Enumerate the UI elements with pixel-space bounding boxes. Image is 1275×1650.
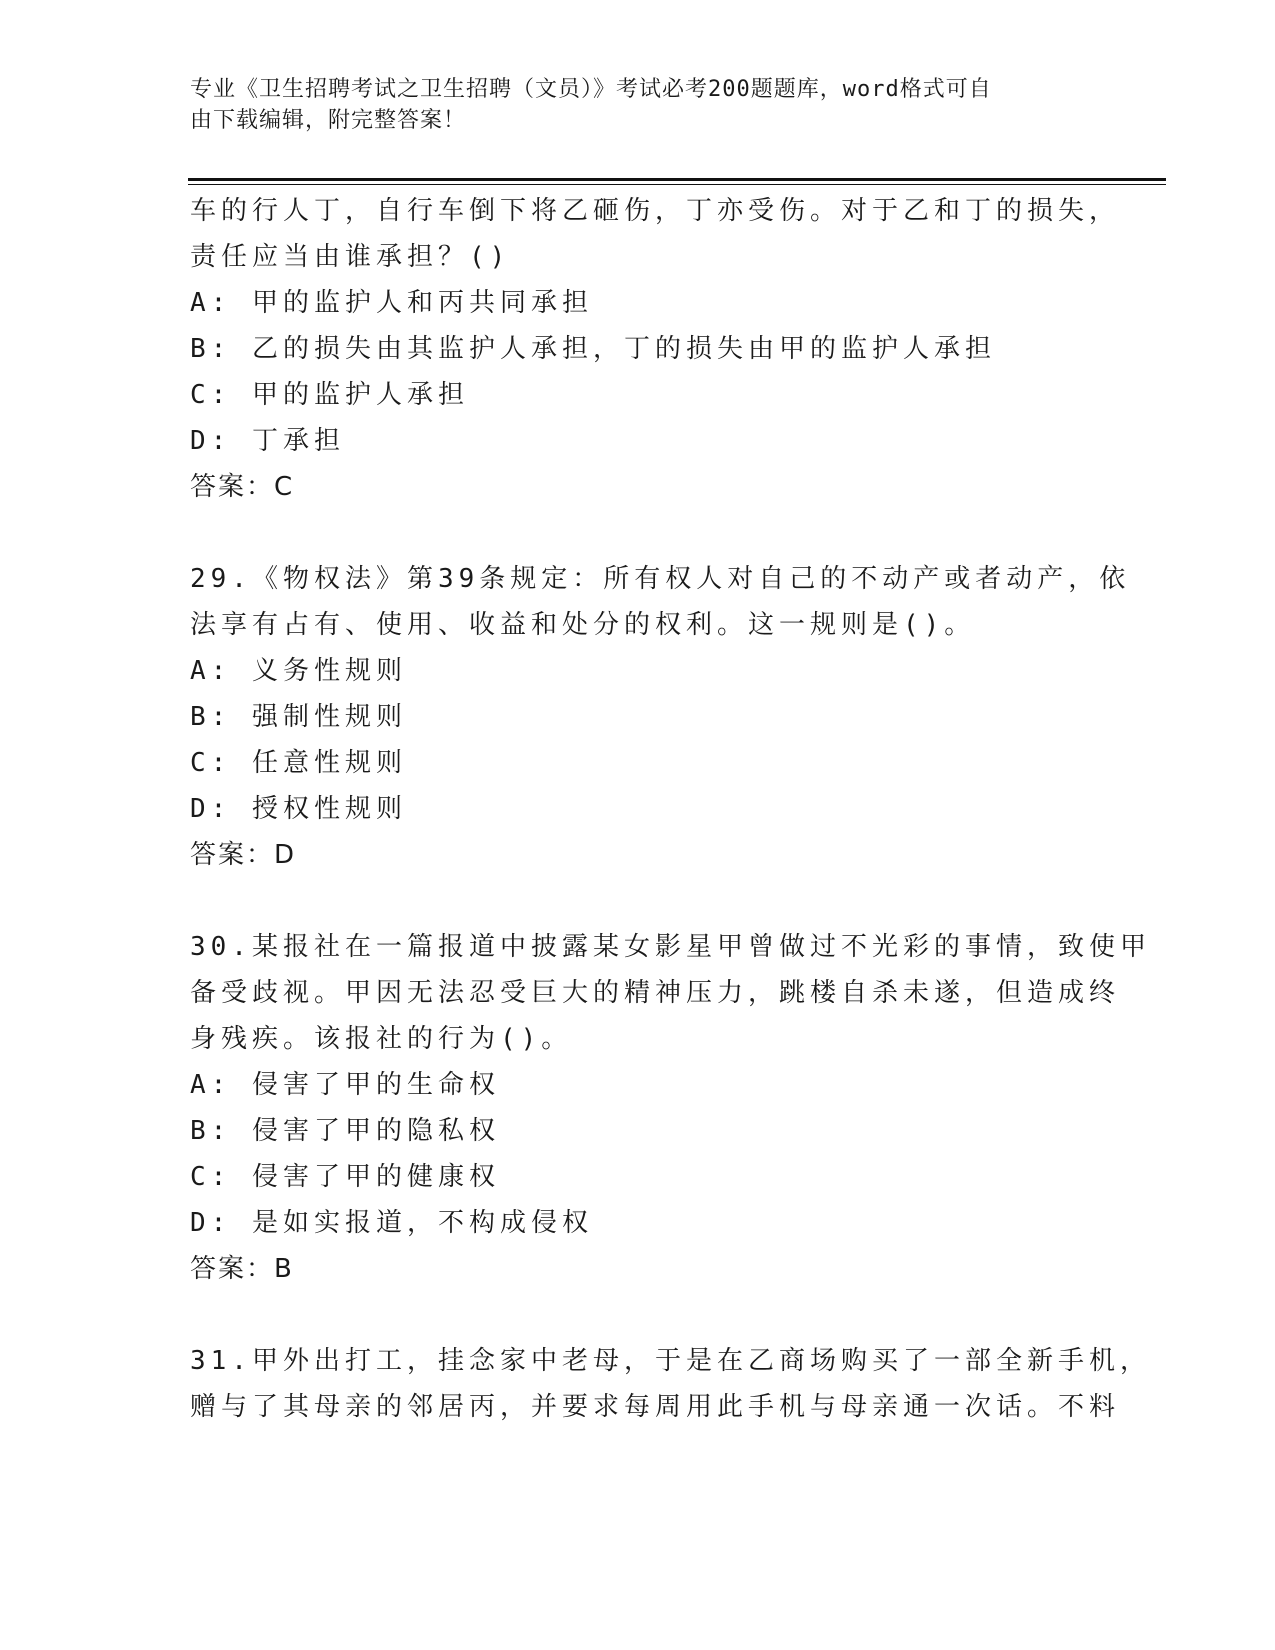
question-stem-line: 身残疾。该报社的行为()。 [190,1024,573,1054]
question-list [190,188,1151,1430]
question-stem-line: 30.某报社在一篇报道中披露某女影星甲曾做过不光彩的事情，致使甲 [190,932,1151,962]
question-stem-line: 赠与了其母亲的邻居丙，并要求每周用此手机与母亲通一次话。不料 [190,1392,1121,1422]
option-d: D: 是如实报道，不构成侵权 [190,1208,593,1238]
option-b: B: 乙的损失由其监护人承担，丁的损失由甲的监护人承担 [190,334,996,364]
option-a: A: 甲的监护人和丙共同承担 [190,288,593,318]
answer-line: 答案：B [190,1254,294,1284]
option-c: C: 甲的监护人承担 [190,380,469,410]
question-stem-line: 责任应当由谁承担？() [190,242,511,272]
header-title-line-1: 专业《卫生招聘考试之卫生招聘（文员）》考试必考200题题库，word格式可自 [190,77,992,102]
question-30 [190,924,1151,1292]
option-b: B: 强制性规则 [190,702,407,732]
question-stem-line: 31.甲外出打工，挂念家中老母，于是在乙商场购买了一部全新手机， [190,1346,1151,1376]
question-stem-line: 车的行人丁，自行车倒下将乙砸伤，丁亦受伤。对于乙和丁的损失， [190,196,1121,226]
header-divider-thin [188,184,1166,185]
answer-line: 答案：C [190,472,295,502]
question-stem-line: 备受歧视。甲因无法忍受巨大的精神压力，跳楼自杀未遂，但造成终 [190,978,1121,1008]
document-header [190,74,1090,136]
header-divider-thick [188,178,1166,181]
option-c: C: 侵害了甲的健康权 [190,1162,500,1192]
option-d: D: 授权性规则 [190,794,407,824]
spacer [190,510,1090,556]
question-28 [190,188,1121,510]
spacer [190,1292,1090,1338]
question-31 [190,1338,1151,1430]
question-stem-line: 29.《物权法》第39条规定：所有权人对自己的不动产或者动产，依 [190,564,1131,594]
spacer [190,878,1090,924]
question-stem-line: 法享有占有、使用、收益和处分的权利。这一规则是()。 [190,610,976,640]
option-a: A: 侵害了甲的生命权 [190,1070,500,1100]
option-a: A: 义务性规则 [190,656,407,686]
question-29 [190,556,1131,878]
option-b: B: 侵害了甲的隐私权 [190,1116,500,1146]
option-c: C: 任意性规则 [190,748,407,778]
option-d: D: 丁承担 [190,426,345,456]
answer-line: 答案：D [190,840,297,870]
header-title-line-2: 由下载编辑，附完整答案！ [190,108,467,133]
